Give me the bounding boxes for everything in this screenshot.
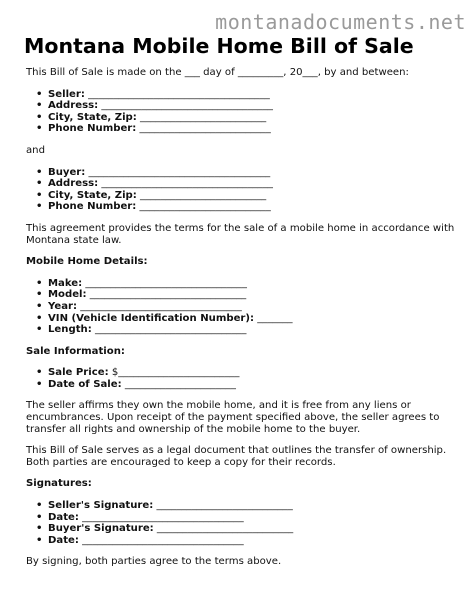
closing-paragraph: By signing, both parties agree to the terms above. [26, 556, 282, 568]
legal-paragraph: This Bill of Sale serves as a legal document that outlines the transfer of ownership. Both parties are encouraged to keep a copy for their records. [26, 445, 450, 468]
intro-paragraph: This Bill of Sale is made on the ___ day of _________, 20___, by and between: [26, 67, 409, 78]
seller-signature-field[interactable]: • Seller's Signature: ___________________________ [26, 500, 466, 512]
seller-fields [26, 89, 466, 135]
signatures-heading: Signatures: [26, 478, 92, 490]
detail-fields [26, 278, 466, 336]
year-field[interactable]: • Year: ________________________________ [26, 301, 466, 313]
document-title: Montana Mobile Home Bill of Sale [24, 34, 414, 58]
buyer-name-field[interactable]: • Buyer: ____________________________________ [26, 167, 466, 179]
sale-price-field[interactable]: • Sale Price: $________________________ [26, 367, 466, 379]
details-heading: Mobile Home Details: [26, 256, 148, 268]
model-field[interactable]: • Model: _______________________________ [26, 289, 466, 301]
affirm-paragraph: The seller affirms they own the mobile home, and it is free from any liens or encumbrances. Upon receipt of the payment specified above, the seller agrees to transfer all rights and ownership of the mobile home to the buyer. [26, 400, 443, 435]
and-text: and [26, 144, 45, 156]
document-body [26, 67, 466, 568]
sale-fields [26, 367, 466, 390]
seller-address-field[interactable]: • Address: __________________________________ [26, 100, 466, 112]
length-field[interactable]: • Length: ______________________________ [26, 324, 466, 336]
date-of-sale-field[interactable]: • Date of Sale: ______________________ [26, 379, 466, 391]
watermark: montanadocuments.net [215, 10, 466, 34]
buyer-date-field[interactable]: • Date: ________________________________ [26, 535, 466, 547]
make-field[interactable]: • Make: ________________________________ [26, 278, 466, 290]
seller-name-field[interactable]: • Seller: ____________________________________ [26, 89, 466, 101]
signature-fields [26, 500, 466, 546]
agreement-paragraph: This agreement provides the terms for the sale of a mobile home in accordance with Montana state law. [26, 222, 458, 246]
buyer-city-state-zip-field[interactable]: • City, State, Zip: _________________________ [26, 190, 466, 202]
buyer-signature-field[interactable]: • Buyer's Signature: ___________________________ [26, 523, 466, 535]
buyer-address-field[interactable]: • Address: __________________________________ [26, 178, 466, 190]
seller-phone-field[interactable]: • Phone Number: __________________________ [26, 123, 466, 135]
vin-field[interactable]: • VIN (Vehicle Identification Number): _______ [26, 313, 466, 325]
seller-city-state-zip-field[interactable]: • City, State, Zip: _________________________ [26, 112, 466, 124]
sale-heading: Sale Information: [26, 345, 125, 357]
buyer-phone-field[interactable]: • Phone Number: __________________________ [26, 201, 466, 213]
seller-date-field[interactable]: • Date: ________________________________ [26, 512, 466, 524]
buyer-fields [26, 167, 466, 213]
